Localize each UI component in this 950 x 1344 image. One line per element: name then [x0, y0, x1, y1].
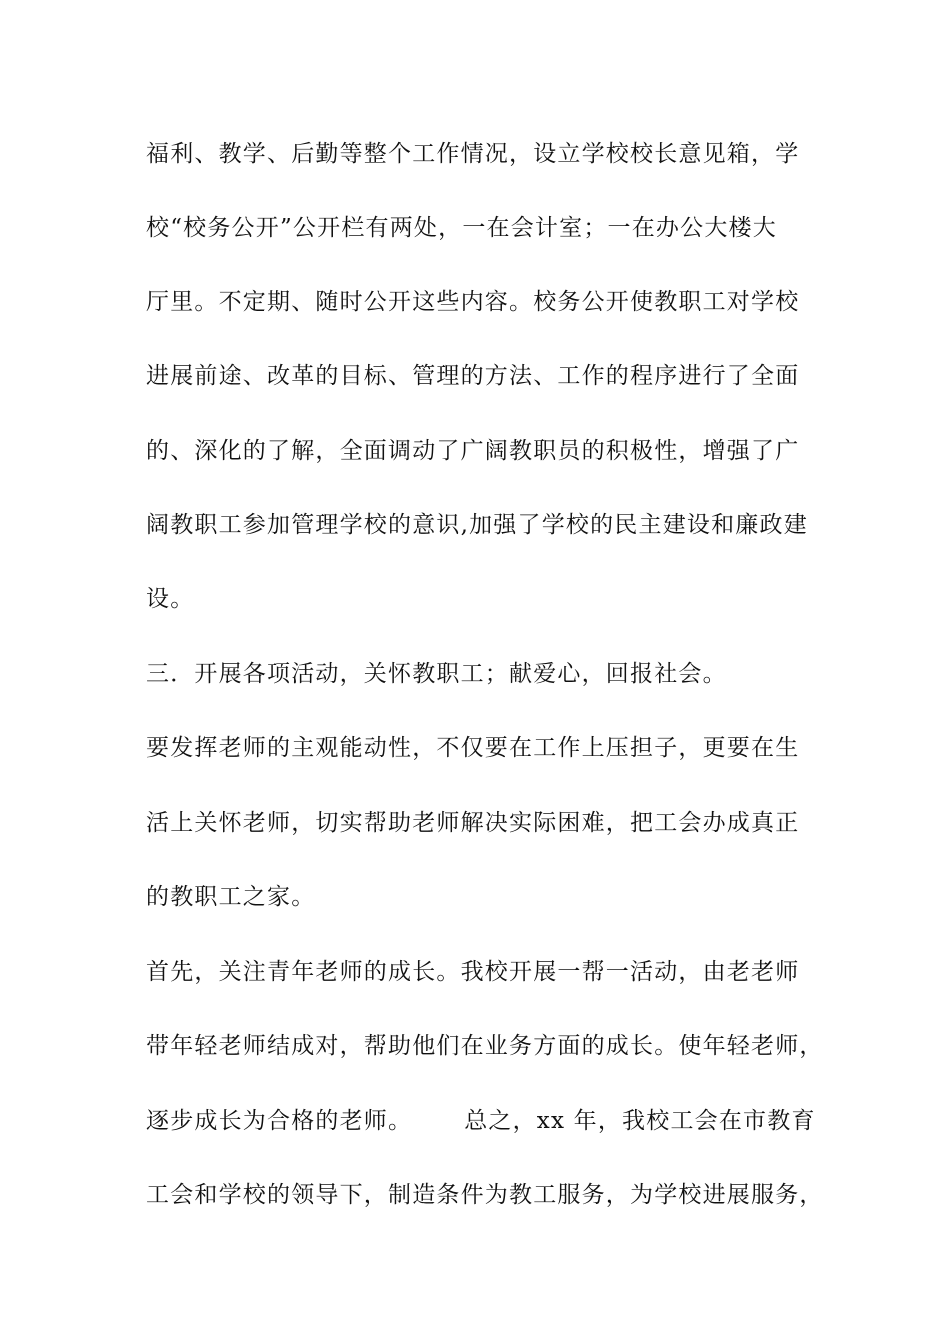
text-line: 的教职工之家。 [146, 884, 316, 910]
text-line: 进展前途、改革的目标、管理的方法、工作的程序进行了全面 [146, 363, 800, 389]
section-heading: 三．开展各项活动，关怀教职工；献爱心，回报社会。 [146, 661, 727, 687]
text-segment: 逐步成长为合格的老师。 [146, 1108, 413, 1134]
text-line: 工会和学校的领导下，制造条件为教工服务，为学校进展服务， [146, 1182, 824, 1208]
text-line: 福利、教学、后勤等整个工作情况，设立学校校长意见箱，学 [146, 141, 800, 167]
text-line: 设。 [146, 586, 195, 612]
text-line: 要发挥老师的主观能动性，不仅要在工作上压担子，更要在生 [146, 735, 800, 761]
text-line: 活上关怀老师，切实帮助老师解决实际困难，把工会办成真正 [146, 810, 800, 836]
text-line: 带年轻老师结成对，帮助他们在业务方面的成长。使年轻老师， [146, 1033, 824, 1059]
text-line: 校“校务公开”公开栏有两处，一在会计室；一在办公大楼大 [146, 215, 777, 241]
text-segment: 总之，xx 年，我校工会在市教育 [464, 1108, 816, 1134]
text-line [146, 1106, 816, 1136]
text-line: 的、深化的了解，全面调动了广阔教职员的积极性，增强了广 [146, 438, 800, 464]
text-line: 首先，关注青年老师的成长。我校开展一帮一活动，由老老师 [146, 959, 800, 985]
text-line: 厅里。不定期、随时公开这些内容。校务公开使教职工对学校 [146, 289, 800, 315]
text-line: 阔教职工参加管理学校的意识,加强了学校的民主建设和廉政建 [146, 512, 808, 538]
